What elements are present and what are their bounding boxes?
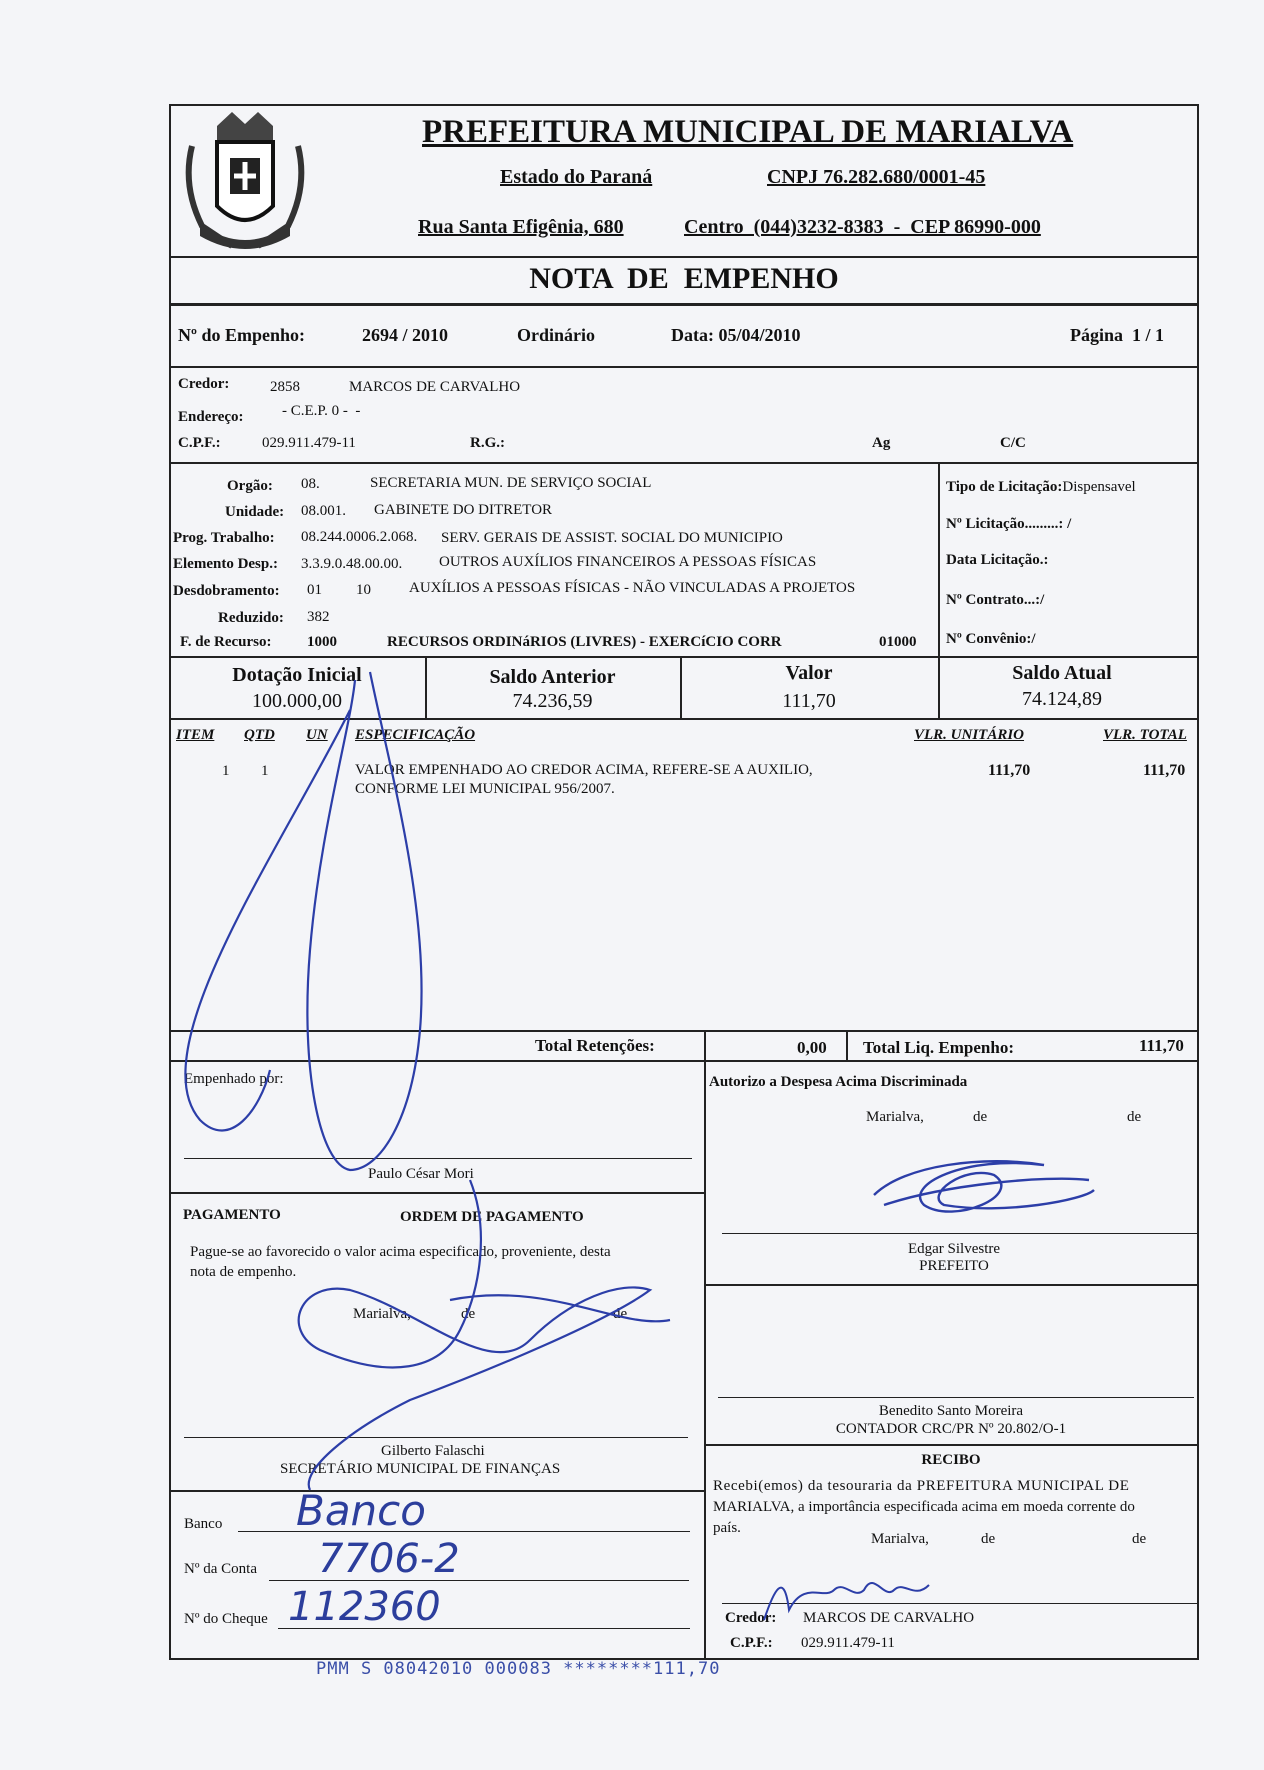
recurso-label: F. de Recurso: [180,634,272,650]
col-valor-total: VLR. TOTAL [1103,727,1187,743]
liquido-label: Total Liq. Empenho: [863,1038,1014,1057]
secretario-role: SECRETÁRIO MUNICIPAL DE FINANÇAS [280,1461,561,1477]
contador-role: CONTADOR CRC/PR Nº 20.802/O-1 [835,1421,1067,1437]
tipo-licitacao-value: Dispensavel [1062,479,1136,495]
pagamento-city: Marialva, [353,1306,411,1322]
numero-convenio: Nº Convênio:/ [946,631,1036,647]
empenho-date: Data: 05/04/2010 [671,325,801,345]
divider [169,462,1199,464]
empenhado-label: Empenhado por: [184,1071,284,1087]
cpf-label: C.P.F.: [178,435,221,451]
empenho-type: Ordinário [517,325,596,345]
item-number: 1 [222,763,230,779]
state-label: Estado do Paraná [500,166,653,188]
valor-label: Valor [785,662,833,684]
elemento-code: 3.3.9.0.48.00.00. [301,556,403,572]
recibo-cpf-value: 029.911.479-11 [801,1635,895,1651]
secretario-name: Gilberto Falaschi [381,1443,485,1459]
elemento-label: Elemento Desp.: [173,556,278,572]
credor-code: 2858 [270,379,300,395]
autorizo-label: Autorizo a Despesa Acima Discriminada [709,1074,968,1090]
orgao-desc: SECRETARIA MUN. DE SERVIÇO SOCIAL [370,475,652,491]
empenhado-name: Paulo César Mori [368,1166,474,1182]
ag-label: Ag [872,435,891,451]
divider [169,256,1199,258]
recibo-de1: de [981,1531,996,1547]
signature-line [184,1158,692,1159]
saldo-anterior-label: Saldo Anterior [489,666,616,688]
saldo-atual-label: Saldo Atual [1012,662,1112,684]
pagamento-de2: de [613,1306,628,1322]
pagamento-label: PAGAMENTO [183,1207,281,1223]
divider [704,1030,706,1060]
divider [169,1060,1199,1062]
item-especificacao-line1: VALOR EMPENHADO AO CREDOR ACIMA, REFERE-SE A AUXILIO, [355,762,813,778]
handwritten-banco: Banco [296,1486,426,1535]
recibo-credor-label: Credor: [725,1610,777,1626]
data-licitacao: Data Licitação.: [946,552,1049,568]
contact-label: Centro (044)3232-8383 - CEP 86990-000 [684,216,1041,238]
recurso-desc: RECURSOS ORDINáRIOS (LIVRES) - EXERCíCIO CORR [387,634,782,650]
empenho-number: 2694 / 2010 [362,325,449,345]
retencoes-value: 0,00 [797,1038,827,1057]
print-stamp: PMM S 08042010 000083 ********111,70 [316,1659,721,1679]
divider [704,1060,706,1658]
divider [169,303,1199,306]
unidade-label: Unidade: [225,504,285,520]
autorizo-de1: de [973,1109,988,1125]
pagamento-text-line2: nota de empenho. [190,1264,297,1280]
divider [704,1284,1198,1286]
tipo-licitacao-label: Tipo de Licitação: [946,479,1063,495]
banco-label: Banco [184,1516,223,1532]
prog-code: 08.244.0006.2.068. [301,529,418,545]
cc-label: C/C [1000,435,1026,451]
autorizo-de2: de [1127,1109,1142,1125]
autorizo-city: Marialva, [866,1109,924,1125]
col-item: ITEM [176,727,215,743]
page-title: PREFEITURA MUNICIPAL DE MARIALVA [422,114,1074,150]
pagamento-text-line1: Pague-se ao favorecido o valor acima especificado, proveniente, desta [190,1244,611,1260]
col-especificacao: ESPECIFICAÇÃO [355,727,476,743]
signature-line [722,1603,1198,1604]
col-un: UN [306,727,328,743]
divider [169,1490,704,1492]
saldo-anterior-value: 74.236,59 [512,690,593,712]
divider [169,366,1199,368]
item-qtd: 1 [261,763,269,779]
recibo-text-line3: país. [713,1520,741,1536]
divider [704,1444,1198,1446]
cpf-value: 029.911.479-11 [262,435,356,451]
col-qtd: QTD [244,727,275,743]
cheque-label: Nº do Cheque [184,1611,268,1627]
desdobramento-label: Desdobramento: [173,583,280,599]
orgao-code: 08. [301,476,320,492]
recibo-text-line1: Recebi(emos) da tesouraria da PREFEITURA MUNICIPAL DE [713,1478,1130,1494]
col-valor-unitario: VLR. UNITÁRIO [914,727,1025,743]
prog-label: Prog. Trabalho: [173,530,275,546]
tipo-licitacao [946,479,1136,496]
rg-label: R.G.: [470,435,505,451]
desdobramento-code2: 10 [356,582,371,598]
handwritten-conta: 7706-2 [318,1536,460,1582]
desdobramento-code1: 01 [307,582,322,598]
item-valor-unitario: 111,70 [988,762,1031,779]
pagamento-de1: de [461,1306,476,1322]
contador-name: Benedito Santo Moreira [878,1403,1024,1419]
street-label: Rua Santa Efigênia, 680 [418,216,624,238]
recibo-city: Marialva, [871,1531,929,1547]
address-label: Endereço: [178,409,244,425]
document-title: NOTA DE EMPENHO [529,262,839,295]
recibo-cpf-label: C.P.F.: [730,1635,773,1651]
recurso-code: 1000 [307,634,337,650]
ordem-pagamento-label: ORDEM DE PAGAMENTO [400,1209,584,1225]
credor-name: MARCOS DE CARVALHO [349,379,521,395]
recibo-de2: de [1132,1531,1147,1547]
address-value: - C.E.P. 0 - - [282,403,361,419]
divider [938,462,940,656]
conta-label: Nº da Conta [184,1561,257,1577]
recurso-code2: 01000 [879,634,917,650]
saldo-atual-value: 74.124,89 [1022,688,1102,710]
prog-desc: SERV. GERAIS DE ASSIST. SOCIAL DO MUNICIPIO [441,530,783,546]
orgao-label: Orgão: [227,478,273,494]
divider [169,1192,704,1194]
credor-label: Credor: [178,376,230,392]
signature-line [722,1233,1198,1234]
divider [169,718,1199,720]
divider [169,1030,1199,1032]
reduzido-value: 382 [307,609,330,625]
item-especificacao-line2: CONFORME LEI MUNICIPAL 956/2007. [355,781,615,797]
dotacao-label: Dotação Inicial [232,664,362,686]
divider [846,1030,848,1060]
dotacao-value: 100.000,00 [252,690,342,712]
prefeito-role: PREFEITO [919,1258,989,1274]
elemento-desc: OUTROS AUXÍLIOS FINANCEIROS A PESSOAS FÍSICAS [439,554,817,570]
cnpj-label: CNPJ 76.282.680/0001-45 [767,166,986,188]
signature-line [184,1437,688,1438]
recibo-label: RECIBO [921,1452,981,1468]
desdobramento-desc: AUXÍLIOS A PESSOAS FÍSICAS - NÃO VINCULADAS A PROJETOS [409,580,856,596]
liquido-value: 111,70 [1139,1036,1184,1055]
recibo-credor-name: MARCOS DE CARVALHO [803,1610,975,1626]
retencoes-label: Total Retenções: [535,1036,655,1055]
recibo-text-line2: MARIALVA, a importância especificada acima em moeda corrente do [713,1499,1135,1515]
valor-value: 111,70 [782,690,836,712]
numero-contrato: Nº Contrato...:/ [946,592,1045,608]
handwritten-cheque: 112360 [288,1584,441,1630]
reduzido-label: Reduzido: [218,610,284,626]
item-valor-total: 111,70 [1143,762,1186,779]
unidade-desc: GABINETE DO DITRETOR [374,502,553,518]
page-number: Página 1 / 1 [1070,325,1165,345]
numero-licitacao: Nº Licitação.........: / [946,516,1072,532]
unidade-code: 08.001. [301,503,346,519]
prefeito-name: Edgar Silvestre [907,1241,1001,1257]
coat-of-arms-icon [172,106,318,256]
signature-line [718,1397,1194,1398]
empenho-label: Nº do Empenho: [178,325,305,345]
divider [169,656,1199,658]
